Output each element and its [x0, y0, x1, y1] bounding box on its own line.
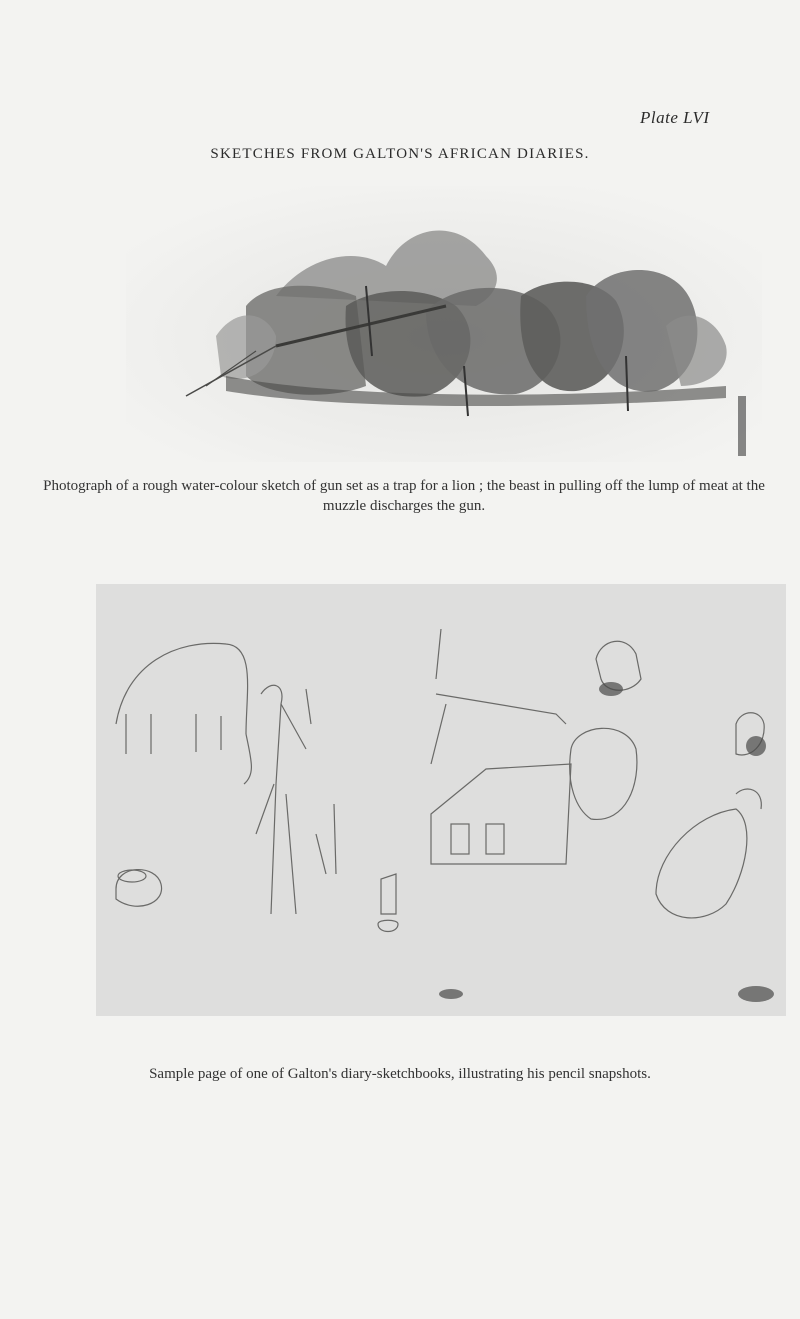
watercolour-sketch-image [126, 186, 762, 462]
plate-title: SKETCHES FROM GALTON'S AFRICAN DIARIES. [210, 146, 590, 162]
figure-2-caption: Sample page of one of Galton's diary-sketchbooks, illustrating his pencil snapshots. [149, 1066, 651, 1082]
sketchbook-page-image [96, 584, 786, 1016]
figure-1-caption: Photograph of a rough water-colour sketch of gun set as a trap for a lion ; the beast in pulling off the lump of meat at the muzzle discharges the gun. [43, 478, 765, 514]
plate-number: Plate LVI [640, 108, 710, 127]
